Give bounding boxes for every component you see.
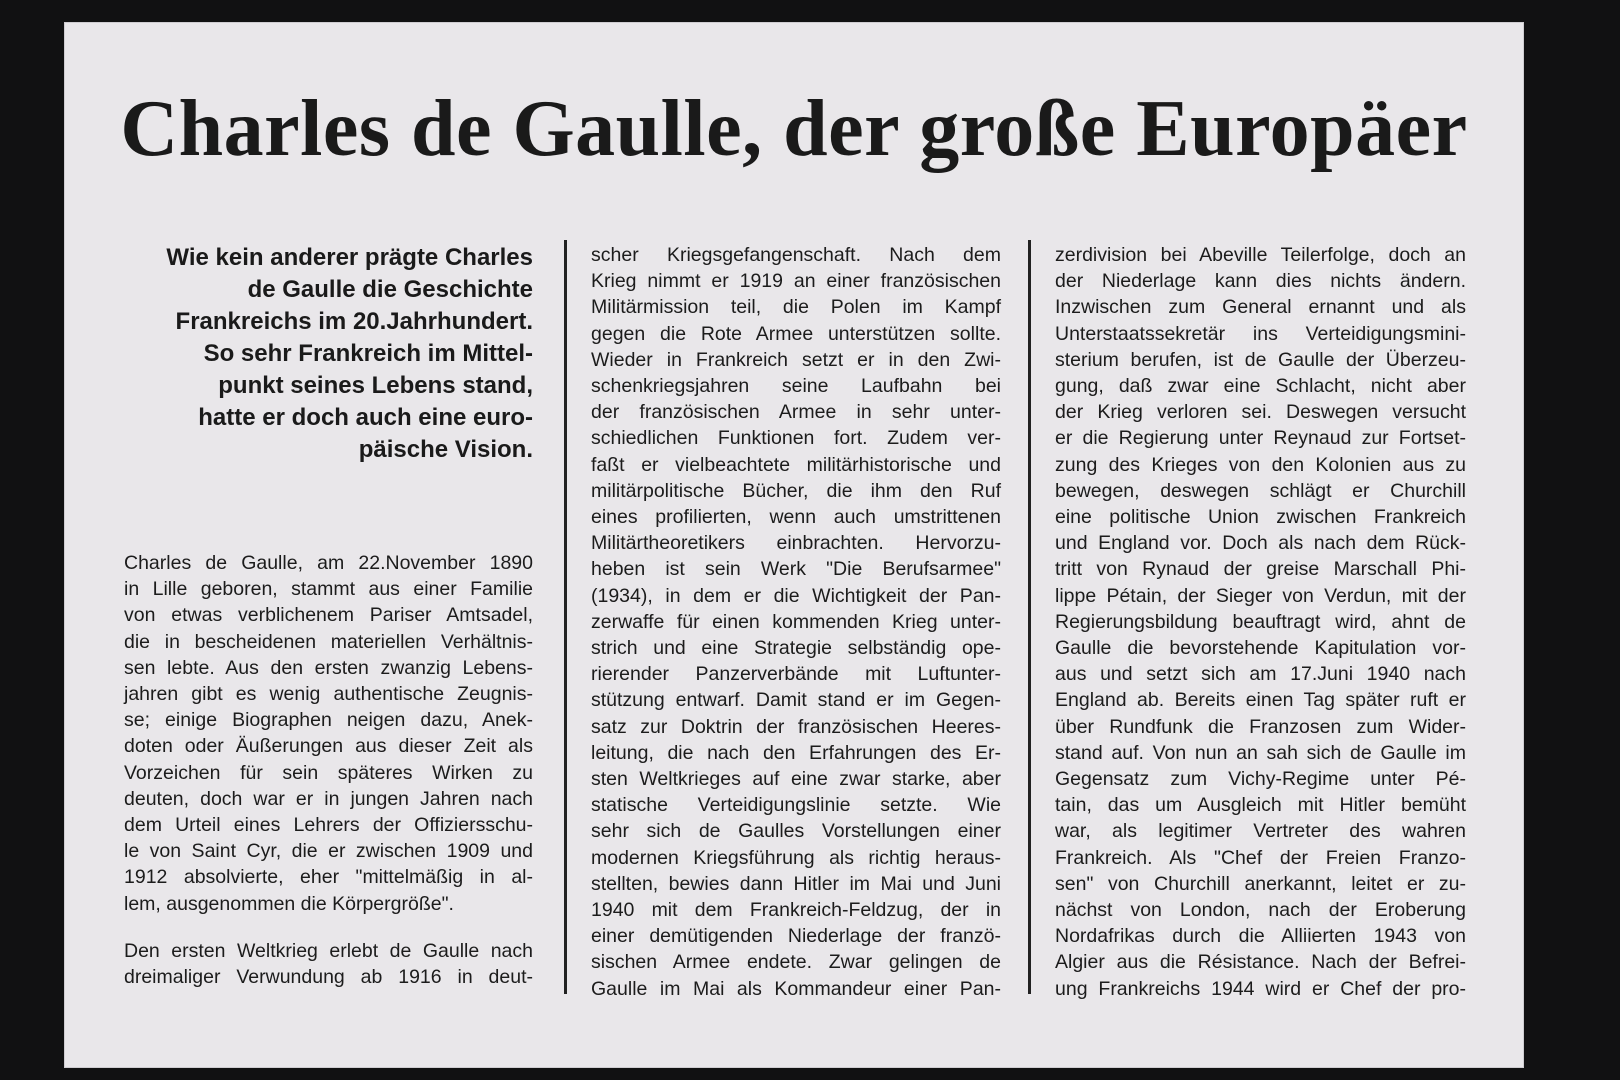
text-line: Den ersten Weltkrieg erlebt de Gaulle nach [124,939,533,962]
text-line: aus und setzt sich am 17.Juni 1940 nach [1055,663,1466,686]
body-paragraph-1 [124,550,533,917]
column-divider [564,240,567,994]
text-line: sen" von Churchill anerkannt, leitet er zu- [1055,872,1466,895]
text-line: Regierungsbildung beauftragt wird, ahnt de [1055,610,1466,633]
column-2 [591,242,1001,1002]
text-line: heben ist sein Werk "Die Berufsarmee" [591,558,1001,581]
text-line: militärpolitische Bücher, die ihm den Ruf [591,479,1001,502]
text-line: Militärtheoretikers einbrachten. Hervorzu- [591,532,1001,555]
text-line: Unterstaatssekretär ins Verteidigungsmini- [1055,322,1466,345]
text-line: eines profilierten, wenn auch umstrittenen [591,506,1001,529]
text-line: Charles de Gaulle, am 22.November 1890 [124,552,533,574]
page-title: Charles de Gaulle, der große Europäer [120,85,1468,173]
text-line: einer demütigenden Niederlage der franzö- [591,925,1001,948]
text-line: Vorzeichen für sein späteres Wirken zu [124,761,533,784]
text-line: le von Saint Cyr, die er zwischen 1909 und [124,840,533,863]
text-line: Militärmission teil, die Polen im Kampf [591,296,1001,319]
text-line: zerdivision bei Abeville Teilerfolge, doch an [1055,244,1466,266]
text-line: England ab. Bereits einen Tag später ruft er [1055,689,1466,712]
lead-line: hatte er doch auch eine euro- [198,404,533,431]
text-line: der Krieg verloren sei. Deswegen versucht [1055,401,1466,424]
text-line: (1934), in dem er die Wichtigkeit der Pan- [591,584,1001,607]
text-line: bewegen, deswegen schlägt er Churchill [1055,479,1466,502]
text-line: Gaulle im Mai als Kommandeur einer Pan- [591,977,1001,1000]
exhibit-board [64,22,1524,1068]
lead-line: Wie kein anderer prägte Charles [166,244,533,271]
text-line: war, als legitimer Vertreter des wahren [1055,820,1466,843]
text-line: Inzwischen zum General ernannt und als [1055,296,1466,319]
text-line: dreimaliger Verwundung ab 1916 in deut- [124,966,533,989]
lead-line: Frankreichs im 20.Jahrhundert. [175,308,533,335]
text-line: satz zur Doktrin der französischen Heeres- [591,715,1001,738]
lead-line: So sehr Frankreich im Mittel- [203,340,533,367]
text-line: rierender Panzerverbände mit Luftunter- [591,663,1001,686]
lead-line: päische Vision. [358,436,533,463]
column-1 [124,242,533,990]
text-line: Gaulle die bevorstehende Kapitulation vor- [1055,637,1466,660]
text-line: scher Kriegsgefangenschaft. Nach dem [591,244,1001,266]
lead-paragraph [124,242,533,466]
text-line: gung, daß zwar eine Schlacht, nicht aber [1055,375,1466,398]
text-line: zung des Krieges von den Kolonien aus zu [1055,453,1466,476]
text-line: modernen Kriegsführung als richtig heraus- [591,846,1001,869]
text-line: se; einige Biographen neigen dazu, Anek- [124,709,533,732]
text-line: in Lille geboren, stammt aus einer Familie [124,578,533,601]
text-line: jahren gibt es wenig authentische Zeugnis- [124,683,533,706]
text-line: faßt er vielbeachtete militärhistorische und [591,453,1001,476]
text-line: ung Frankreichs 1944 wird er Chef der pro- [1055,977,1466,1000]
text-line: 1912 absolvierte, eher "mittelmäßig in al- [124,866,533,889]
text-line: der Niederlage kann dies nichts ändern. [1055,270,1466,293]
text-line: sterium berufen, ist de Gaulle der Überzeu- [1055,348,1466,371]
text-line: die in bescheidenen materiellen Verhältnis- [124,630,533,653]
text-line: Wieder in Frankreich setzt er in den Zwi- [591,348,1001,371]
text-line: er die Regierung unter Reynaud zur Fortset- [1055,427,1466,450]
text-line: sen lebte. Aus den ersten zwanzig Lebens- [124,656,533,679]
text-line: Algier aus die Résistance. Nach der Befrei- [1055,951,1466,974]
text-line: 1940 mit dem Frankreich-Feldzug, der in [591,899,1001,922]
text-line: nächst von London, nach der Eroberung [1055,899,1466,922]
text-line: schiedlichen Funktionen fort. Zudem ver- [591,427,1001,450]
text-line: stützung entwarf. Damit stand er im Gegen- [591,689,1001,712]
text-line: lem, ausgenommen die Körpergröße". [124,892,454,915]
column-divider [1028,240,1031,994]
text-line: statische Verteidigungslinie setzte. Wie [591,794,1001,817]
text-line: Nordafrikas durch die Alliierten 1943 von [1055,925,1466,948]
text-line: der französischen Armee in sehr unter- [591,401,1001,424]
text-line: doten oder Äußerungen aus dieser Zeit als [124,735,533,758]
text-line: sehr sich de Gaulles Vorstellungen einer [591,820,1001,843]
text-line: eine politische Union zwischen Frankreich [1055,506,1466,529]
text-line: sischen Armee endete. Zwar gelingen de [591,951,1001,974]
text-line: von etwas verblichenem Pariser Amtsadel, [124,604,533,627]
text-line: stand auf. Von nun an sah sich de Gaulle im [1055,741,1466,764]
text-line: Gegensatz zum Vichy-Regime unter Pé- [1055,768,1466,791]
text-line: stellten, bewies dann Hitler im Mai und Juni [591,872,1001,895]
text-line: und England vor. Doch als nach dem Rück- [1055,532,1466,555]
lead-line: de Gaulle die Geschichte [247,276,533,303]
text-line: sten Weltkrieges auf eine zwar starke, aber [591,768,1001,791]
text-line: dem Urteil eines Lehrers der Offiziersschu- [124,814,533,837]
body-paragraph-2 [124,938,533,990]
text-line: schenkriegsjahren seine Laufbahn bei [591,375,1001,398]
text-line: gegen die Rote Armee unterstützen sollte. [591,322,1001,345]
text-line: Krieg nimmt er 1919 an einer französischen [591,270,1001,293]
text-line: zerwaffe für einen kommenden Krieg unter- [591,610,1001,633]
column-3 [1055,242,1466,1002]
text-line: leitung, die nach den Erfahrungen des Er- [591,741,1001,764]
text-line: strich und eine Strategie selbständig ope- [591,637,1001,660]
lead-line: punkt seines Lebens stand, [218,372,533,399]
text-line: tritt von Rynaud der greise Marschall Phi- [1055,558,1466,581]
text-line: lippe Pétain, der Sieger von Verdun, mit der [1055,584,1466,607]
text-line: deuten, doch war er in jungen Jahren nach [124,787,533,810]
text-line: über Rundfunk die Franzosen zum Wider- [1055,715,1466,738]
text-line: Frankreich. Als "Chef der Freien Franzo- [1055,846,1466,869]
text-line: tain, das um Ausgleich mit Hitler bemüht [1055,794,1466,817]
